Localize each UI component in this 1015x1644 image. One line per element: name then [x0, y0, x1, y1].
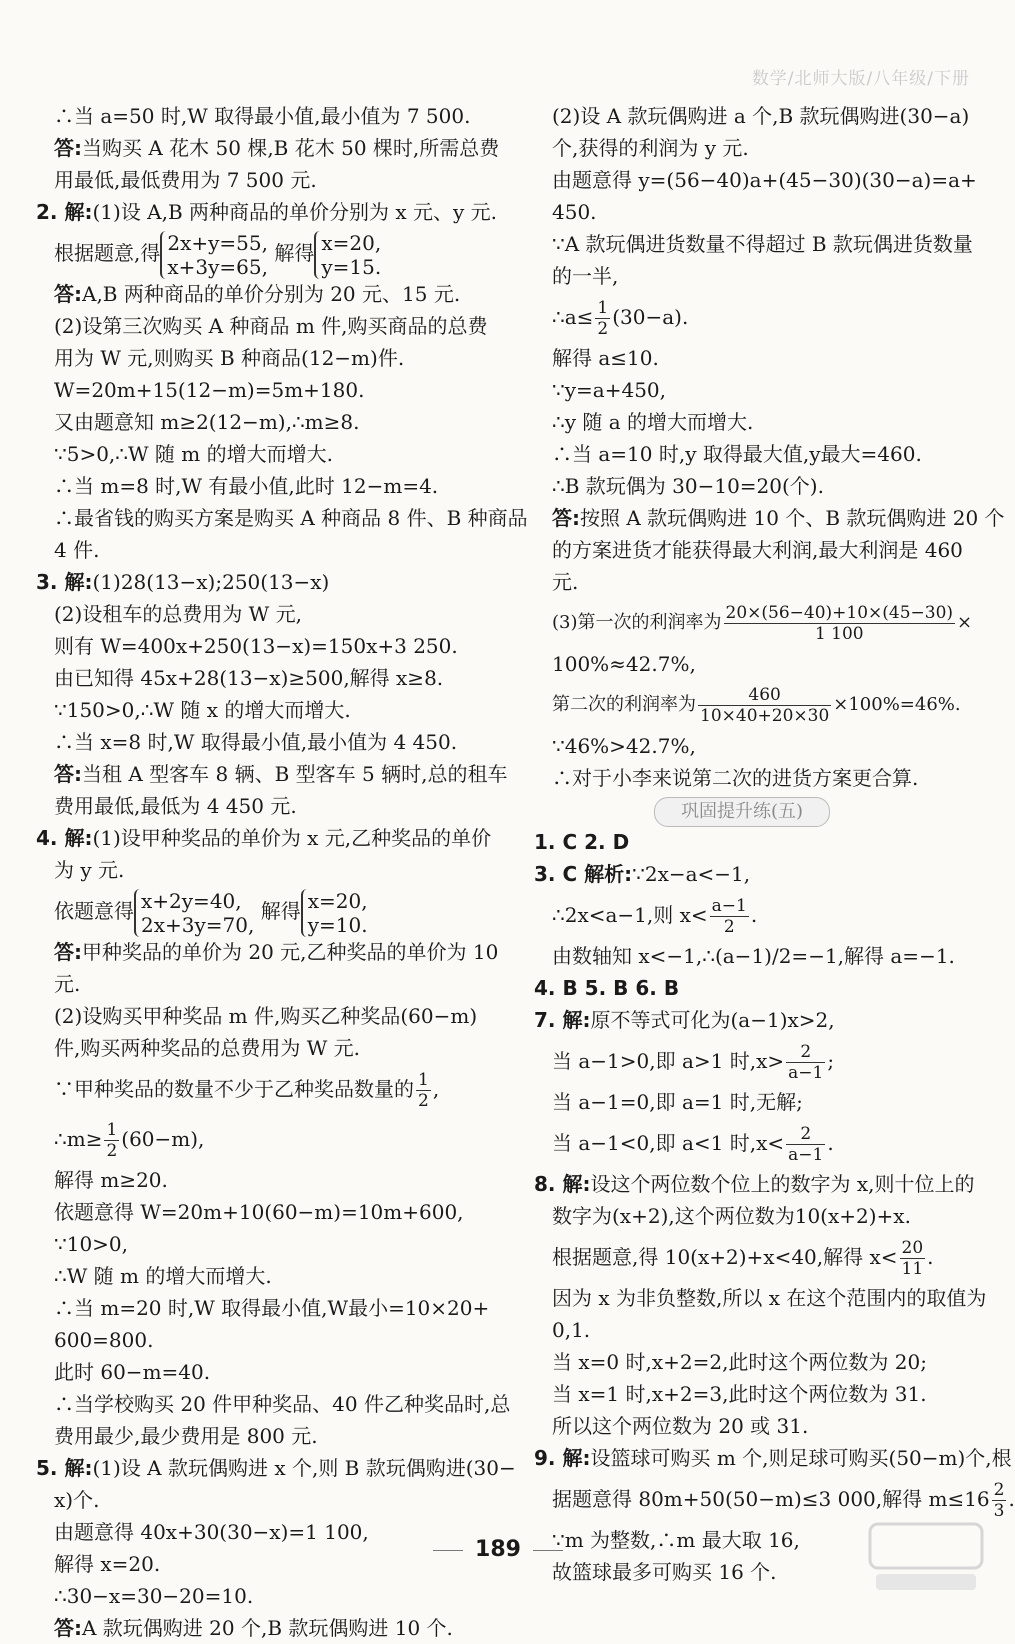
system-prefix: 根据题意,得	[54, 241, 161, 265]
question-2	[36, 196, 498, 228]
text-line: ∴B 款玩偶为 30−10=20(个).	[552, 474, 824, 498]
text-line: 0,1.	[552, 1318, 591, 1342]
text-span: 据题意得 80m+50(50−m)≤3 000,解得 m≤16	[552, 1487, 990, 1511]
equation-system-line	[36, 228, 498, 278]
answer-label: 答:	[54, 762, 82, 786]
question-number: 4. 解:	[36, 826, 93, 850]
question-number: 8. 解:	[534, 1172, 591, 1196]
text-span: ∴2x<a−1,则 x<	[552, 903, 708, 927]
system-mid: 解得	[274, 241, 315, 265]
text-line: 依题意得 W=20m+10(60−m)=10m+600,	[54, 1200, 464, 1224]
text-line: 数字为(x+2),这个两位数为10(x+2)+x.	[552, 1204, 911, 1228]
solution-system	[314, 231, 381, 279]
text-line: 费用最低,最低为 4 450 元.	[54, 794, 297, 818]
text-span: (3)第一次的利润率为	[552, 612, 722, 633]
equation: x=20,	[321, 230, 382, 255]
text-line: ∴当 x=8 时,W 取得最小值,最小值为 4 450.	[54, 730, 458, 754]
fraction-numerator: 460	[698, 685, 831, 706]
question-number: 2. 解:	[36, 200, 93, 224]
text-line: ∵150>0,∴W 随 x 的增大而增大.	[54, 698, 351, 722]
text-span: 当 a−1>0,即 a>1 时,x>	[552, 1049, 785, 1073]
text-span: (60−m),	[121, 1127, 205, 1151]
text-line: 因为 x 为非负整数,所以 x 在这个范围内的取值为	[552, 1286, 987, 1310]
text-line: ∴30−x=30−20=10.	[54, 1584, 254, 1608]
equation: x+3y=65,	[167, 254, 268, 279]
equation: y=10.	[307, 912, 368, 937]
page-header: 数学/北师大版/八年级/下册	[751, 69, 970, 89]
text-span: ×100%=46%.	[833, 694, 961, 715]
text-line: ∴最省钱的购买方案是购买 A 种商品 8 件、B 种商品	[54, 506, 528, 530]
text-line: 当 x=0 时,x+2=2,此时这个两位数为 20;	[552, 1350, 927, 1374]
text-line: 故篮球最多可购买 16 个.	[552, 1560, 777, 1584]
fraction	[786, 1124, 825, 1165]
text-line: 据题意得 80m+50(50−m)≤3 000,解得 m≤16 $\frac{2}{3}$ .	[552, 1480, 1015, 1521]
section-banner-line	[534, 794, 974, 826]
answer-label: 答:	[54, 136, 82, 160]
question-text: (1)设甲种奖品的单价为 x 元,乙种奖品的单价	[92, 826, 492, 850]
text-line: 件,购买两种奖品的总费用为 W 元.	[54, 1036, 360, 1060]
question-text: 设篮球可购买 m 个,则足球可购买(50−m)个,根	[590, 1446, 1012, 1470]
text-line: 又由题意知 m≥2(12−m),∴m≥8.	[54, 410, 360, 434]
answer-text: 甲种奖品的单价为 20 元,乙种奖品的单价为 10	[82, 940, 499, 964]
text-line: (2)设购买甲种奖品 m 件,购买乙种奖品(60−m)	[54, 1004, 478, 1028]
fraction-numerator: 2	[786, 1124, 825, 1145]
watermark-logo	[866, 1520, 986, 1596]
fraction-denominator: 2	[106, 1141, 118, 1161]
question-3	[36, 566, 498, 598]
question-text: (1)设 A,B 两种商品的单价分别为 x 元、y 元.	[92, 200, 498, 224]
text-line: ∵5>0,∴W 随 m 的增大而增大.	[54, 442, 333, 466]
answer-label: 答:	[552, 506, 580, 530]
text-span: 根据题意,得 10(x+2)+x<40,解得 x<	[552, 1245, 898, 1269]
text-line: ∵46%>42.7%,	[552, 734, 696, 758]
question-number: 3. 解:	[36, 570, 93, 594]
text-line: 600=800.	[54, 1328, 154, 1352]
answer-text: 按照 A 款玩偶购进 10 个、B 款玩偶购进 20 个	[580, 506, 1005, 530]
text-line: ∴当 a=10 时,y 取得最大值,y最大=460.	[552, 442, 922, 466]
text-span: ∵2x−a<−1,	[632, 862, 751, 886]
fraction-numerator: a−1	[711, 896, 747, 916]
text-line: ∴W 随 m 的增大而增大.	[54, 1264, 272, 1288]
fraction	[992, 1480, 1007, 1521]
text-line	[534, 826, 974, 858]
text-line: ∵10>0,	[54, 1232, 129, 1256]
text-line: ∵甲种奖品的数量不少于乙种奖品数量的 $\frac{1}{2}$ ,	[54, 1070, 440, 1111]
fraction	[900, 1238, 926, 1279]
fraction-numerator: 20×(56−40)+10×(45−30)	[725, 602, 954, 623]
text-span: ∴m≥	[54, 1127, 103, 1151]
text-line	[36, 278, 498, 310]
text-line: (2)设 A 款玩偶购进 a 个,B 款玩偶购进(30−a)	[552, 104, 970, 128]
fraction-numerator: 1	[597, 298, 609, 318]
answer-list: 1. C 2. D	[534, 830, 630, 854]
question-8	[534, 1168, 974, 1200]
fraction	[786, 1042, 825, 1083]
text-line: ∵m 为整数,∴m 最大取 16,	[552, 1528, 800, 1552]
text-line: ∴当 a=50 时,W 取得最小值,最小值为 7 500.	[54, 104, 471, 128]
answer-label: 答:	[54, 940, 82, 964]
text-line: 由题意得 40x+30(30−x)=1 100,	[54, 1520, 369, 1544]
text-span: (30−a).	[612, 305, 689, 329]
text-span: ∴a≤	[552, 305, 594, 329]
fraction-denominator: 10×40+20×30	[700, 705, 830, 726]
answer-text: 当购买 A 花木 50 棵,B 花木 50 棵时,所需总费	[82, 136, 500, 160]
text-line: 元.	[552, 570, 579, 594]
text-line: x)个.	[54, 1488, 100, 1512]
text-line: 根据题意,得 10(x+2)+x<40,解得 x< $\frac{20}{11}$ .	[552, 1238, 934, 1279]
answer-text: 当租 A 型客车 8 辆、B 型客车 5 辆时,总的租车	[82, 762, 508, 786]
text-line: 当 a−1>0,即 a>1 时,x> $\frac{2}{a-1}$ ;	[552, 1042, 835, 1083]
equation: y=15.	[321, 254, 382, 279]
fraction-denominator: a−1	[788, 1145, 824, 1165]
text-line: 450.	[552, 200, 597, 224]
text-line: 用最低,最低费用为 7 500 元.	[54, 168, 317, 192]
text-line: 由已知得 45x+28(13−x)≥500,解得 x≥8.	[54, 666, 444, 690]
text-line	[36, 1612, 498, 1644]
text-line: 为 y 元.	[54, 858, 125, 882]
text-line: 则有 W=400x+250(13−x)=150x+3 250.	[54, 634, 458, 658]
equation: x=20,	[307, 888, 368, 913]
fraction-denominator: 2	[418, 1091, 429, 1111]
equation: 2x+y=55,	[167, 230, 268, 255]
question-5	[36, 1452, 516, 1484]
fraction-numerator: 2	[786, 1042, 825, 1063]
fraction-denominator: a−1	[788, 1063, 824, 1083]
text-line: 此时 60−m=40.	[54, 1360, 211, 1384]
text-line: (2)设租车的总费用为 W 元,	[54, 602, 302, 626]
question-9	[534, 1442, 1012, 1474]
text-line: ∵A 款玩偶进货数量不得超过 B 款玩偶进货数量	[552, 232, 973, 256]
fraction-denominator: 2	[723, 917, 735, 937]
text-line	[534, 598, 974, 648]
text-line: 元.	[54, 972, 81, 996]
text-line: 当 a−1<0,即 a<1 时,x< $\frac{2}{a-1}$ .	[552, 1124, 834, 1165]
text-line	[534, 502, 1005, 534]
text-line: 个,获得的利润为 y 元.	[552, 136, 749, 160]
text-line	[36, 1114, 498, 1164]
equation-system	[160, 231, 268, 279]
equation: 2x+3y=70,	[141, 912, 255, 937]
text-line: 4 件.	[54, 538, 100, 562]
fraction	[710, 896, 749, 937]
text-span: 当 a−1<0,即 a<1 时,x<	[552, 1131, 785, 1155]
text-line	[534, 972, 974, 1004]
answer-list: 4. B 5. B 6. B	[534, 976, 680, 1000]
fraction-denominator: 1 100	[814, 623, 864, 644]
text-span: ×	[957, 612, 973, 633]
text-line	[36, 132, 498, 164]
text-line: 所以这个两位数为 20 或 31.	[552, 1414, 809, 1438]
fraction-numerator: 1	[106, 1120, 118, 1140]
text-line: 解得 x=20.	[54, 1552, 161, 1576]
text-line: 100%≈42.7%,	[552, 652, 696, 676]
system-prefix: 依题意得	[54, 899, 134, 923]
text-line: 的方案进货才能获得最大利润,最大利润是 460	[552, 538, 963, 562]
text-line: ∵y=a+450,	[552, 378, 666, 402]
fraction-denominator: 11	[901, 1259, 924, 1279]
section-banner: 巩固提升练(五)	[654, 797, 830, 827]
text-span: 第二次的利润率为	[552, 694, 696, 715]
question-number: 9. 解:	[534, 1446, 591, 1470]
question-text: 设这个两位数个位上的数字为 x,则十位上的	[590, 1172, 975, 1196]
text-line: ∴当 m=8 时,W 有最小值,此时 12−m=4.	[54, 474, 439, 498]
text-line: 解得 m≥20.	[54, 1168, 168, 1192]
text-line: W=20m+15(12−m)=5m+180.	[54, 378, 365, 402]
question-text: (1)设 A 款玩偶购进 x 个,则 B 款玩偶购进(30−	[92, 1456, 516, 1480]
fraction	[595, 298, 610, 339]
text-line: ∴对于小李来说第二次的进货方案更合算.	[552, 766, 919, 790]
equation: x+2y=40,	[141, 888, 242, 913]
text-span: ∵甲种奖品的数量不少于乙种奖品数量的	[54, 1077, 414, 1101]
text-line: ∴当 m=20 时,W 取得最小值,W最小=10×20+	[54, 1296, 490, 1320]
text-line: ∴y 随 a 的增大而增大.	[552, 410, 754, 434]
question-7	[534, 1004, 974, 1036]
text-line	[36, 758, 508, 790]
text-line: 费用最少,最少费用是 800 元.	[54, 1424, 318, 1448]
fraction	[698, 685, 831, 726]
solution-system	[301, 889, 368, 937]
text-line: 由数轴知 x<−1,∴(a−1)/2=−1,解得 a=−1.	[552, 944, 955, 968]
question-number: 3. C 解析:	[534, 862, 633, 886]
text-line: 解得 a≤10.	[552, 346, 659, 370]
text-line: 当 x=1 时,x+2=3,此时这个两位数为 31.	[552, 1382, 927, 1406]
question-4	[36, 822, 498, 854]
fraction-denominator: 2	[597, 319, 609, 339]
fraction	[416, 1070, 431, 1111]
question-text: 原不等式可化为(a−1)x>2,	[590, 1008, 835, 1032]
fraction	[104, 1120, 119, 1161]
answer-text: A 款玩偶购进 20 个,B 款玩偶购进 10 个.	[82, 1616, 453, 1640]
text-line: ∴当学校购买 20 件甲种奖品、40 件乙种奖品时,总	[54, 1392, 511, 1416]
fraction	[724, 603, 956, 644]
left-column	[36, 100, 528, 1644]
text-line	[534, 858, 974, 890]
fraction-numerator: 20	[901, 1238, 924, 1258]
answer-label: 答:	[54, 282, 82, 306]
system-mid: 解得	[260, 899, 301, 923]
text-line: 当 a−1=0,即 a=1 时,无解;	[552, 1090, 803, 1114]
text-line: 用为 W 元,则购买 B 种商品(12−m)件.	[54, 346, 405, 370]
equation-system	[134, 889, 254, 937]
text-line	[534, 680, 974, 730]
fraction-denominator: 3	[993, 1501, 1005, 1521]
text-line: 由题意得 y=(56−40)a+(45−30)(30−a)=a+	[552, 168, 977, 192]
text-line	[36, 936, 498, 968]
text-line: 的一半,	[552, 264, 619, 288]
fraction-numerator: 1	[418, 1070, 429, 1090]
answer-text: A,B 两种商品的单价分别为 20 元、15 元.	[82, 282, 461, 306]
right-column	[534, 100, 1015, 1588]
equation-system-line	[36, 886, 498, 936]
question-number: 7. 解:	[534, 1008, 591, 1032]
text-line: ∴2x<a−1,则 x< $\frac{a-1}{2}$ .	[552, 896, 758, 937]
question-text: (1)28(13−x);250(13−x)	[92, 570, 330, 594]
question-number: 5. 解:	[36, 1456, 93, 1480]
text-line: (2)设第三次购买 A 种商品 m 件,购买商品的总费	[54, 314, 488, 338]
text-line	[534, 292, 974, 342]
answer-label: 答:	[54, 1616, 82, 1640]
page-number: 189	[0, 1537, 996, 1562]
fraction-numerator: 2	[993, 1480, 1005, 1500]
